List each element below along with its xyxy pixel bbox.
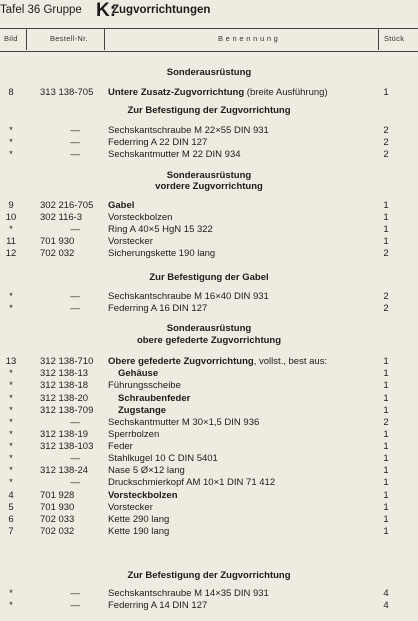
table-row: [0, 236, 418, 248]
bestell-nr-cell: 312 138-103: [40, 441, 94, 452]
section-subtitle: vordere Zugvorrichtung: [155, 181, 263, 192]
table-row: [0, 303, 418, 315]
bild-cell: *: [9, 417, 13, 428]
stueck-cell: 1: [383, 356, 389, 367]
table-row: [0, 526, 418, 538]
bild-cell: 4: [8, 490, 14, 501]
group-letter: K:: [96, 0, 117, 21]
bild-cell: *: [9, 477, 13, 488]
benennung-bold: Obere gefederte Zugvorrichtung: [108, 356, 254, 367]
bild-cell: 8: [8, 87, 14, 98]
benennung-text: Sechskantschraube M 14×35 DIN 931: [108, 588, 269, 599]
table-row: [0, 291, 418, 303]
bestell-nr-cell: —: [70, 149, 80, 160]
bestell-nr-cell: 302 116-3: [40, 212, 83, 223]
stueck-cell: 1: [383, 212, 389, 223]
table-row: [0, 441, 418, 453]
bild-cell: *: [9, 588, 13, 599]
stueck-cell: 1: [383, 393, 389, 404]
bild-cell: *: [9, 149, 13, 160]
benennung-cell: [108, 429, 159, 441]
stueck-cell: 1: [383, 236, 389, 247]
benennung-cell: [108, 502, 153, 514]
table-row: [0, 356, 418, 368]
bestell-nr-cell: 312 138-19: [40, 429, 89, 440]
stueck-cell: 4: [383, 600, 389, 611]
benennung-text: Federring A 16 DIN 127: [108, 303, 208, 314]
stueck-cell: 1: [383, 490, 389, 501]
bild-cell: *: [9, 380, 13, 391]
benennung-cell: [108, 380, 181, 392]
bild-cell: *: [9, 224, 13, 235]
stueck-cell: 1: [383, 200, 389, 211]
bestell-nr-cell: —: [70, 417, 80, 428]
bestell-nr-cell: 302 216-705: [40, 200, 94, 211]
section-title: Zur Befestigung der Zugvorrichtung: [127, 570, 291, 581]
benennung-text: (breite Ausführung): [244, 87, 328, 98]
bild-cell: 7: [8, 526, 14, 537]
col-benennung: B e n e n n u n g: [218, 34, 279, 43]
bild-cell: *: [9, 368, 13, 379]
bild-cell: *: [9, 429, 13, 440]
section-title: Zur Befestigung der Gabel: [149, 272, 269, 283]
benennung-text: Sechskantschraube M 22×55 DIN 931: [108, 125, 269, 136]
benennung-cell: [108, 588, 269, 600]
benennung-cell: [108, 236, 153, 248]
bild-cell: *: [9, 125, 13, 136]
bestell-nr-cell: —: [70, 588, 80, 599]
bild-cell: 5: [8, 502, 14, 513]
table-row: [0, 477, 418, 489]
bestell-nr-cell: —: [70, 453, 80, 464]
bestell-nr-cell: —: [70, 477, 80, 488]
benennung-text: Ring A 40×5 HgN 15 322: [108, 224, 213, 235]
benennung-text: Sicherungskette 190 lang: [108, 248, 216, 259]
benennung-cell: [108, 200, 134, 212]
bestell-nr-cell: 702 033: [40, 514, 75, 525]
benennung-cell: [108, 490, 178, 502]
bestell-nr-cell: 701 930: [40, 236, 75, 247]
table-row: [0, 212, 418, 224]
benennung-text: Vorstecker: [108, 236, 153, 247]
bestell-nr-cell: —: [70, 303, 80, 314]
benennung-bold: Gehäuse: [118, 368, 159, 379]
table-row: [0, 87, 418, 99]
stueck-cell: 2: [383, 149, 389, 160]
bild-cell: *: [9, 465, 13, 476]
benennung-cell: [108, 465, 185, 477]
stueck-cell: 1: [383, 477, 389, 488]
stueck-cell: 1: [383, 224, 389, 235]
section-title: Zur Befestigung der Zugvorrichtung: [127, 105, 291, 116]
benennung-cell: [108, 453, 218, 465]
benennung-text: Feder: [108, 441, 133, 452]
stueck-cell: 2: [383, 291, 389, 302]
col-bild: Bild: [4, 34, 18, 43]
table-row: [0, 588, 418, 600]
bestell-nr-cell: —: [70, 291, 80, 302]
benennung-text: Führungsscheibe: [108, 380, 181, 391]
stueck-cell: 4: [383, 588, 389, 599]
benennung-cell: [108, 477, 275, 489]
benennung-text: Stahlkugel 10 C DIN 5401: [108, 453, 218, 464]
bestell-nr-cell: 701 928: [40, 490, 75, 501]
stueck-cell: 1: [383, 380, 389, 391]
benennung-text: Federring A 22 DIN 127: [108, 137, 208, 148]
benennung-text: Nase 5 Ø×12 lang: [108, 465, 185, 476]
benennung-cell: [108, 600, 207, 612]
benennung-text: Kette 290 lang: [108, 514, 170, 525]
bild-cell: *: [9, 291, 13, 302]
page-title: Zugvorrichtungen: [112, 4, 211, 16]
bild-cell: 12: [5, 248, 17, 259]
col-divider: [26, 28, 27, 50]
stueck-cell: 1: [383, 526, 389, 537]
benennung-cell: [108, 149, 241, 161]
table-row: [0, 453, 418, 465]
table-row: [0, 368, 418, 380]
table-row: [0, 429, 418, 441]
bild-cell: *: [9, 303, 13, 314]
bestell-nr-cell: 312 138-13: [40, 368, 89, 379]
table-row: [0, 224, 418, 236]
bild-cell: 13: [5, 356, 17, 367]
stueck-cell: 1: [383, 465, 389, 476]
stueck-cell: 1: [383, 429, 389, 440]
section-subtitle: obere gefederte Zugvorrichtung: [136, 335, 282, 346]
bestell-nr-cell: —: [70, 137, 80, 148]
benennung-text: Federring A 14 DIN 127: [108, 600, 208, 611]
table-row: [0, 380, 418, 392]
table-row: [0, 137, 418, 149]
stueck-cell: 1: [383, 502, 389, 513]
stueck-cell: 1: [383, 441, 389, 452]
page-header: [0, 2, 418, 20]
stueck-cell: 1: [383, 453, 389, 464]
benennung-text: Vorstecker: [108, 502, 153, 513]
section-title: Sonderausrüstung: [166, 67, 252, 78]
benennung-cell: [108, 514, 169, 526]
table-row: [0, 600, 418, 612]
bild-cell: 6: [8, 514, 14, 525]
column-header: [0, 28, 418, 52]
benennung-cell: [108, 291, 269, 303]
bild-cell: *: [9, 441, 13, 452]
table-row: [0, 502, 418, 514]
bestell-nr-cell: —: [70, 224, 80, 235]
benennung-cell: [118, 405, 166, 417]
benennung-text: Sechskantmutter M 30×1,5 DIN 936: [108, 417, 260, 428]
table-row: [0, 417, 418, 429]
stueck-cell: 2: [383, 417, 389, 428]
table-row: [0, 490, 418, 502]
benennung-bold: Schraubenfeder: [118, 393, 191, 404]
benennung-cell: [108, 125, 269, 137]
stueck-cell: 2: [383, 303, 389, 314]
bild-cell: *: [9, 137, 13, 148]
benennung-text: Sperrbolzen: [108, 429, 160, 440]
benennung-cell: [108, 441, 133, 453]
stueck-cell: 1: [383, 368, 389, 379]
benennung-cell: [108, 212, 172, 224]
benennung-cell: [108, 526, 169, 538]
benennung-cell: [108, 248, 215, 260]
col-bestell: Bestell-Nr.: [50, 34, 88, 43]
benennung-text: Kette 190 lang: [108, 526, 170, 537]
section-title: Sonderausrüstung: [166, 323, 252, 334]
bild-cell: 9: [8, 200, 14, 211]
benennung-bold: Vorsteckbolzen: [108, 490, 178, 501]
benennung-text: Sechskantschraube M 16×40 DIN 931: [108, 291, 269, 302]
bild-cell: *: [9, 405, 13, 416]
stueck-cell: 2: [383, 125, 389, 136]
benennung-cell: [108, 303, 207, 315]
bild-cell: 10: [5, 212, 17, 223]
table-row: [0, 125, 418, 137]
benennung-cell: [108, 417, 259, 429]
col-divider: [104, 28, 105, 50]
bestell-nr-cell: 312 138-710: [40, 356, 94, 367]
stueck-cell: 2: [383, 137, 389, 148]
bestell-nr-cell: —: [70, 125, 80, 136]
col-divider: [378, 28, 379, 50]
bild-cell: 11: [6, 236, 16, 247]
benennung-cell: [108, 356, 327, 368]
bestell-nr-cell: 312 138-24: [40, 465, 89, 476]
table-row: [0, 514, 418, 526]
table-row: [0, 405, 418, 417]
benennung-bold: Untere Zusatz-Zugvorrichtung: [108, 87, 245, 98]
table-row: [0, 200, 418, 212]
benennung-cell: [108, 137, 207, 149]
stueck-cell: 1: [383, 514, 389, 525]
bestell-nr-cell: —: [70, 600, 80, 611]
bestell-nr-cell: 702 032: [40, 248, 75, 259]
table-row: [0, 465, 418, 477]
benennung-cell: [108, 224, 213, 236]
section-title: Sonderausrüstung: [166, 170, 252, 181]
benennung-text: Sechskantmutter M 22 DIN 934: [108, 149, 241, 160]
stueck-cell: 2: [383, 248, 389, 259]
benennung-cell: [108, 87, 328, 99]
benennung-cell: [118, 393, 190, 405]
table-row: [0, 149, 418, 161]
stueck-cell: 1: [383, 405, 389, 416]
benennung-bold: Zugstange: [118, 405, 167, 416]
benennung-text: Druckschmierkopf AM 10×1 DIN 71 412: [108, 477, 276, 488]
bild-cell: *: [9, 453, 13, 464]
benennung-bold: Gabel: [108, 200, 135, 211]
bild-cell: *: [9, 600, 13, 611]
table-row: [0, 248, 418, 260]
col-stueck: Stück: [384, 34, 405, 43]
bild-cell: *: [9, 393, 13, 404]
stueck-cell: 1: [383, 87, 389, 98]
bestell-nr-cell: 312 138-18: [40, 380, 89, 391]
benennung-text: Vorsteckbolzen: [108, 212, 173, 223]
tafel-label: Tafel 36 Gruppe: [0, 4, 82, 16]
benennung-cell: [118, 368, 158, 380]
bestell-nr-cell: 312 138-20: [40, 393, 89, 404]
bestell-nr-cell: 701 930: [40, 502, 75, 513]
bestell-nr-cell: 312 138-709: [40, 405, 94, 416]
table-row: [0, 393, 418, 405]
benennung-text: , vollst., best aus:: [253, 356, 328, 367]
bestell-nr-cell: 313 138-705: [40, 87, 94, 98]
bestell-nr-cell: 702 032: [40, 526, 75, 537]
